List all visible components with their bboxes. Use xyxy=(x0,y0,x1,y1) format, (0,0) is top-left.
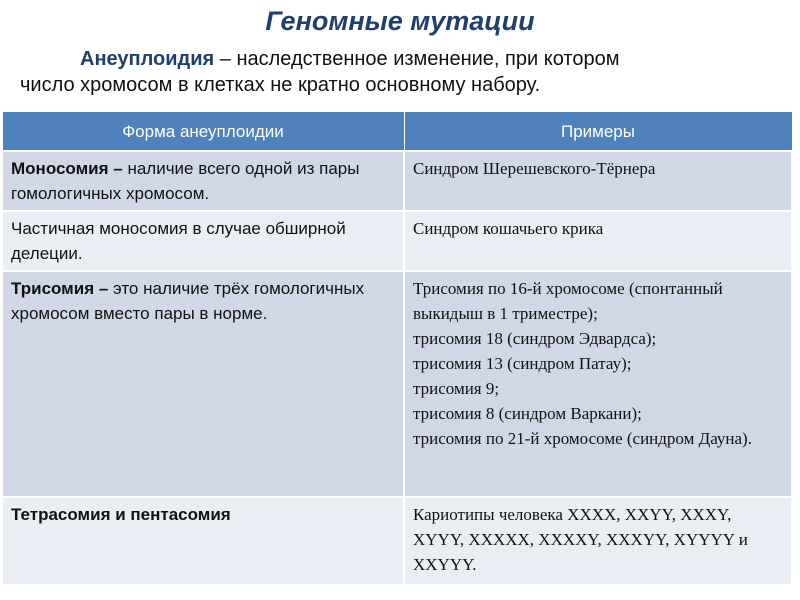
form-name-bold: Трисомия – xyxy=(11,279,109,298)
definition xyxy=(20,46,768,98)
example-line: трисомия 13 (синдром Патау); xyxy=(413,354,632,373)
examples-cell xyxy=(404,151,792,211)
definition-text-1: – наследственное изменение, при котором xyxy=(214,48,620,70)
header-form: Форма анеуплоидии xyxy=(2,112,404,152)
example-line: Синдром кошачьего крика xyxy=(413,219,604,238)
definition-line-1 xyxy=(20,46,768,72)
page-title: Геномные мутации xyxy=(265,6,535,36)
example-line: трисомия по 21-й хромосоме (синдром Дауна). xyxy=(413,429,752,448)
example-line: трисомия 18 (синдром Эдвардса); xyxy=(413,329,657,348)
definition-term: Анеуплоидия xyxy=(80,48,215,70)
table-row xyxy=(2,271,792,497)
example-line: трисомия 9; xyxy=(413,379,500,398)
example-line: Синдром Шерешевского-Тёрнера xyxy=(413,159,656,178)
table-header-row xyxy=(2,112,792,152)
definition-text-2: число хромосом в клетках не кратно основному набору. xyxy=(20,74,541,96)
form-cell xyxy=(2,497,404,585)
table-row xyxy=(2,211,792,271)
form-cell xyxy=(2,211,404,271)
example-line: Кариотипы человека XXXX, XXYY, XXXY, XYYY, XXXXX, XXXXY, XXXYY, XYYYY и XXYYY. xyxy=(413,505,748,574)
form-name-bold: Тетрасомия и пентасомия xyxy=(11,505,231,524)
examples-cell xyxy=(404,271,792,497)
aneuploidy-table xyxy=(1,111,793,586)
table-row xyxy=(2,151,792,211)
examples-cell xyxy=(404,211,792,271)
form-name-bold: Моносомия – xyxy=(11,159,123,178)
form-cell xyxy=(2,271,404,497)
form-description: наличие всего одной из пары гомологичных хромосом. xyxy=(11,159,360,203)
examples-cell xyxy=(404,497,792,585)
example-line: Трисомия по 16-й хромосоме (спонтанный выкидыш в 1 триместре); xyxy=(413,279,723,323)
form-description: это наличие трёх гомологичных хромосом вместо пары в норме. xyxy=(11,279,365,323)
example-line: трисомия 8 (синдром Варкани); xyxy=(413,404,642,423)
table-row xyxy=(2,497,792,585)
header-examples: Примеры xyxy=(404,112,792,152)
form-cell xyxy=(2,151,404,211)
form-description: Частичная моносомия в случае обширной делеции. xyxy=(11,219,346,263)
